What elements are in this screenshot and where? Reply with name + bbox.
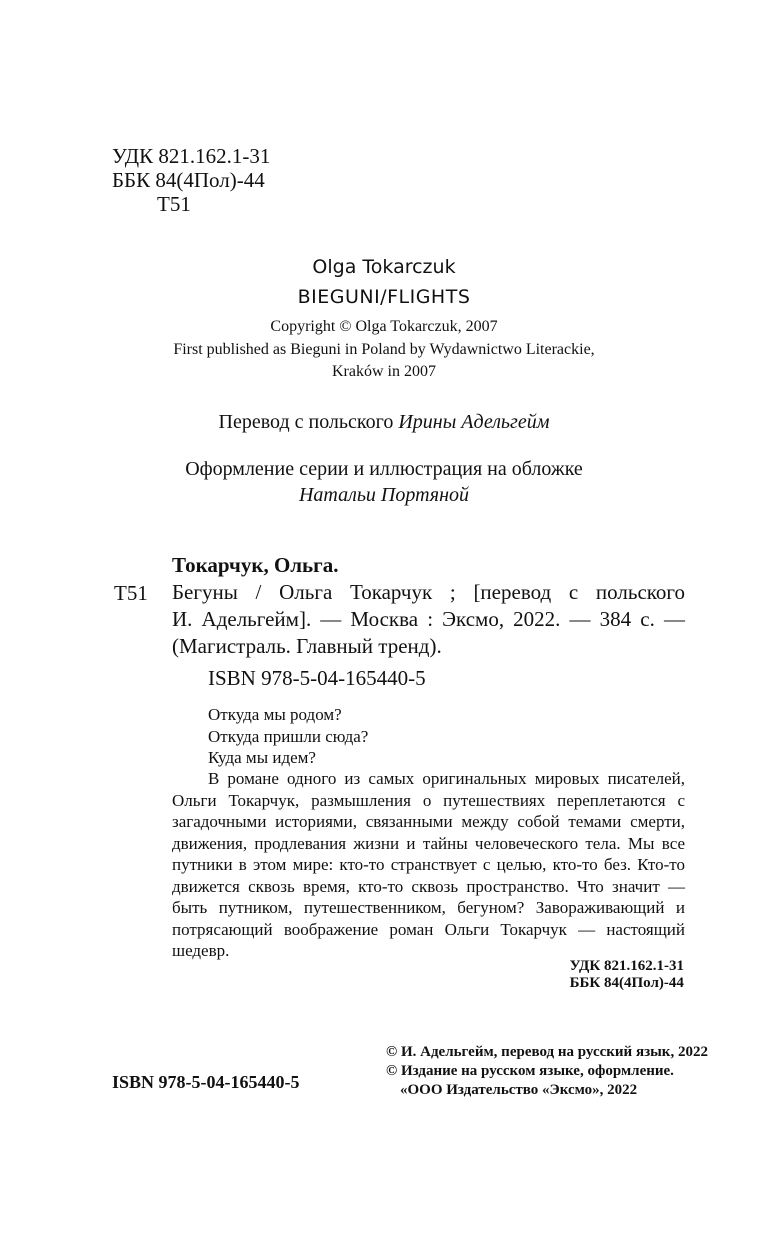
question-3: Куда мы идем? — [208, 748, 316, 767]
translation-prefix: Перевод с польского — [218, 411, 399, 433]
catalog-line2: И. Адельгейм]. — Москва : Эксмо, 2022. — 384 с. — — [172, 607, 685, 631]
classification-bbk: ББК 84(4Пол)-44 — [569, 975, 684, 991]
annotation-paragraph: В романе одного из самых оригинальных мировых писателей, Ольги Токарчук, размышления о путешествиях переплетаются с загадочными историями, связанными между собой темами смерти, движения, продлевания жизни и тайны человеческого тела. Мы все путники в этом мире: кто-то странствует с целью, кто-то без. Кто-то движется сквозь время, кто-то сквозь пространство. Что значит — быть путником, путешественником, бегуном? Завораживающий и потрясающий воображение роман Ольги Токарчук — настоящий шедевр. — [172, 769, 685, 960]
question-2: Откуда пришли сюда? — [208, 726, 369, 746]
catalog-heading: Токарчук, Ольга. — [172, 553, 339, 577]
question-1: Откуда мы родом? — [208, 705, 342, 724]
catalog-line1: Бегуны / Ольга Токарчук ; [перевод с польского — [172, 580, 685, 604]
catalog-isbn: ISBN 978-5-04-165440-5 — [208, 666, 426, 690]
design-credit-line1: Оформление серии и иллюстрация на обложке — [185, 458, 583, 480]
footer-copyright-2: © Издание на русском языке, оформление. — [386, 1063, 674, 1079]
annotation-questions — [208, 704, 368, 769]
footer-copyright-1: © И. Адельгейм, перевод на русский язык, 2022 — [386, 1044, 708, 1060]
original-published-line1: First published as Bieguni in Poland by Wydawnictwo Literackie, — [173, 341, 595, 358]
catalog-line3: (Магистраль. Главный тренд). — [172, 634, 442, 658]
footer-isbn: ISBN 978-5-04-165440-5 — [112, 1072, 300, 1092]
classification-udk: УДК 821.162.1-31 — [569, 958, 684, 974]
annotation — [172, 768, 685, 962]
original-title: BIEGUNI/FLIGHTS — [297, 286, 471, 308]
footer-copyright-3: «ООО Издательство «Эксмо», 2022 — [400, 1082, 638, 1098]
original-published-line2: Kraków in 2007 — [332, 363, 436, 380]
bbk-code: ББК 84(4Пол)-44 — [112, 168, 265, 192]
udk-code: УДК 821.162.1-31 — [112, 144, 271, 168]
classification-block — [570, 958, 684, 992]
original-copyright: Copyright © Olga Tokarczuk, 2007 — [270, 318, 498, 335]
designer-name: Натальи Портяной — [298, 484, 470, 506]
original-author: Olga Tokarczuk — [312, 256, 456, 278]
translation-credit — [0, 411, 768, 434]
author-mark: Т51 — [157, 192, 191, 216]
footer-copyright — [386, 1043, 708, 1100]
catalog-mark: Т51 — [114, 581, 148, 605]
translator-name: Ирины Адельгейм — [398, 411, 550, 433]
catalog-entry — [172, 579, 685, 660]
